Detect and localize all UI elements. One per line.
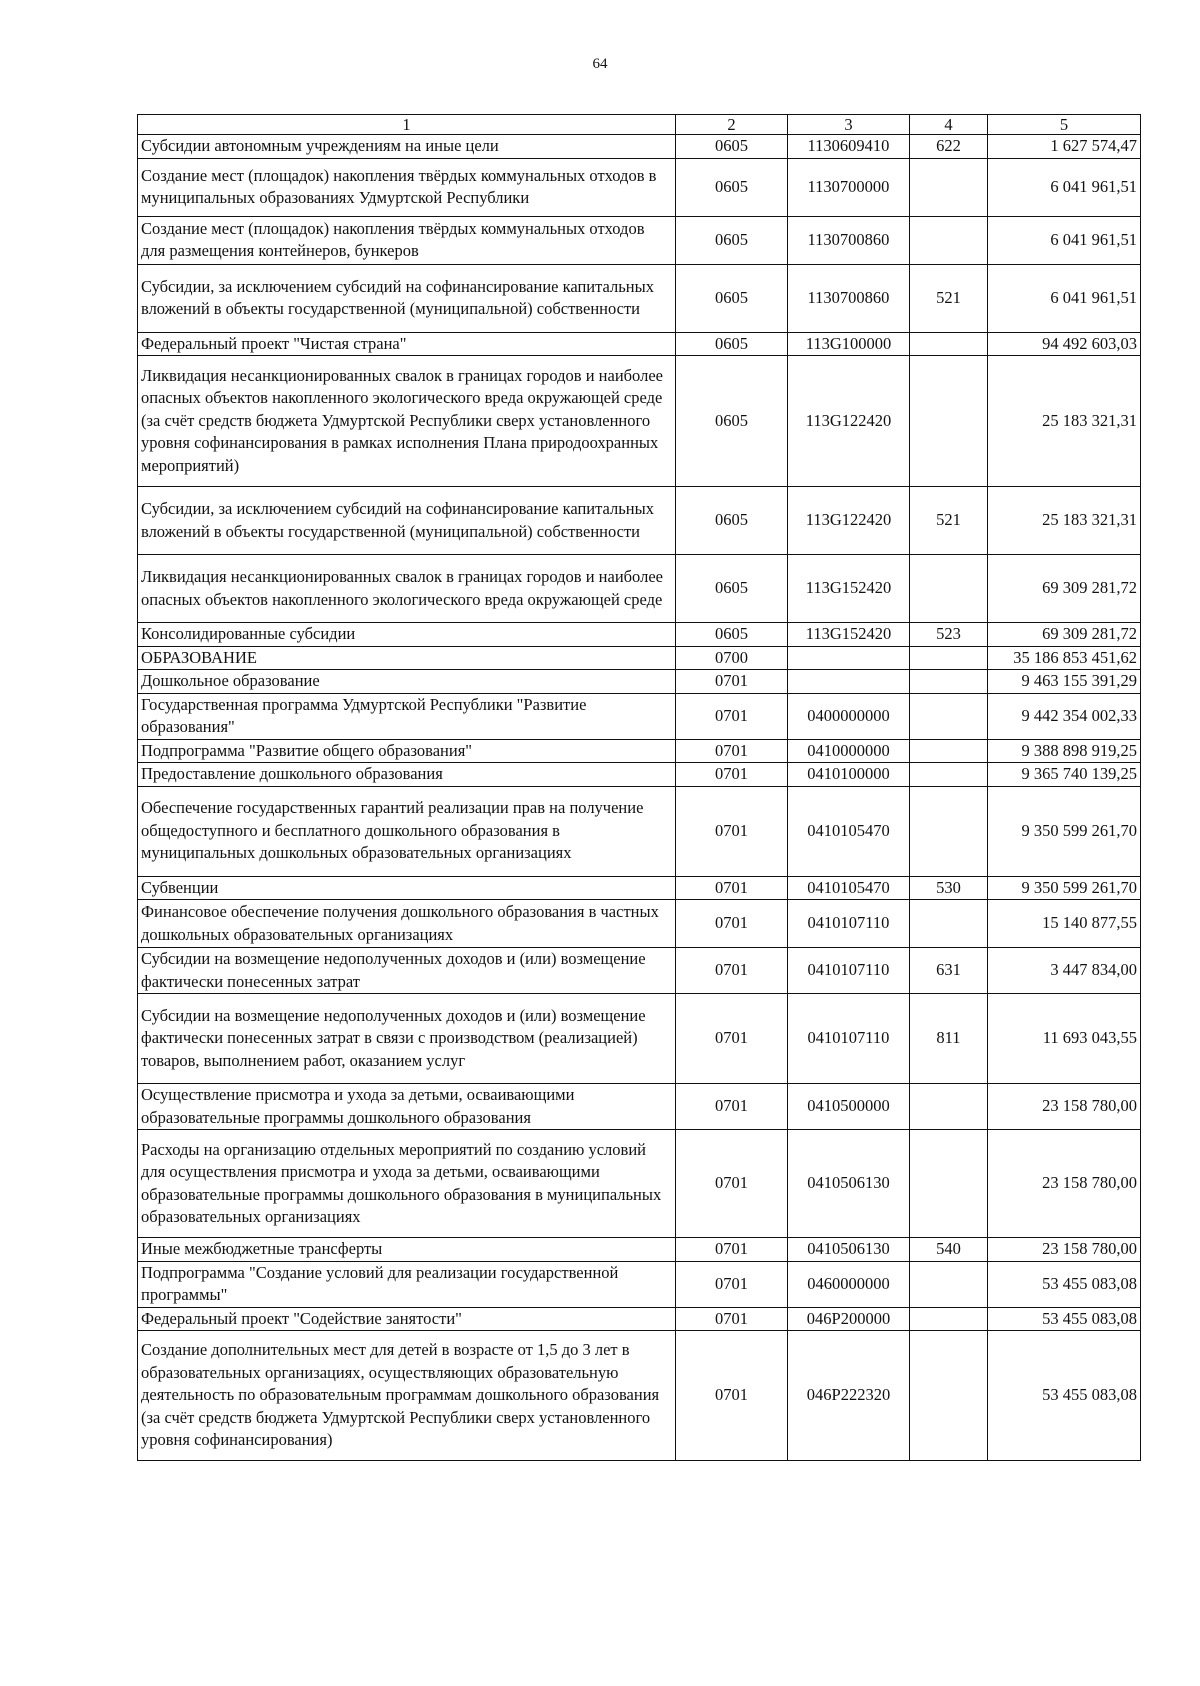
row-amount: 15 140 877,55: [988, 900, 1141, 948]
row-name: Финансовое обеспечение получения дошкольного образования в частных дошкольных образовательных организациях: [138, 900, 676, 948]
row-section: 0701: [676, 1331, 788, 1461]
table-row: [138, 1261, 1141, 1307]
row-amount: 23 158 780,00: [988, 1130, 1141, 1238]
table-row: [138, 1331, 1141, 1461]
header-cell: 5: [988, 115, 1141, 135]
row-expense-type: 521: [910, 264, 988, 332]
row-section: 0701: [676, 948, 788, 994]
row-name: Создание мест (площадок) накопления твёрдых коммунальных отходов в муниципальных образованиях Удмуртской Республики: [138, 158, 676, 216]
table-row: [138, 487, 1141, 555]
header-cell: 1: [138, 115, 676, 135]
row-section: 0701: [676, 876, 788, 900]
row-amount: 6 041 961,51: [988, 158, 1141, 216]
row-section: 0701: [676, 739, 788, 763]
row-amount: 3 447 834,00: [988, 948, 1141, 994]
row-name: Субсидии, за исключением субсидий на софинансирование капитальных вложений в объекты государственной (муниципальной) собственности: [138, 487, 676, 555]
table-row: [138, 158, 1141, 216]
row-expense-type: 521: [910, 487, 988, 555]
row-target-code: 046P222320: [788, 1331, 910, 1461]
table-row: [138, 786, 1141, 876]
row-expense-type: [910, 1084, 988, 1130]
row-expense-type: [910, 1261, 988, 1307]
row-amount: 53 455 083,08: [988, 1261, 1141, 1307]
table-header-row: [138, 115, 1141, 135]
row-name: Осуществление присмотра и ухода за детьми, осваивающими образовательные программы дошкольного образования: [138, 1084, 676, 1130]
row-section: 0605: [676, 158, 788, 216]
row-target-code: [788, 670, 910, 694]
table-row: [138, 948, 1141, 994]
row-expense-type: [910, 555, 988, 623]
row-name: Субсидии, за исключением субсидий на софинансирование капитальных вложений в объекты государственной (муниципальной) собственности: [138, 264, 676, 332]
row-section: 0701: [676, 1084, 788, 1130]
row-name: Ликвидация несанкционированных свалок в границах городов и наиболее опасных объектов накопленного экологического вреда окружающей среде (за счёт средств бюджета Удмуртской Республики сверх установленного уровня софинансирования в рамках исполнения Плана природоохранных мероприятий): [138, 356, 676, 487]
row-name: Государственная программа Удмуртской Республики "Развитие образования": [138, 693, 676, 739]
row-name: Обеспечение государственных гарантий реализации прав на получение общедоступного и бесплатного дошкольного образования в муниципальных дошкольных образовательных организациях: [138, 786, 676, 876]
row-expense-type: [910, 786, 988, 876]
row-section: 0605: [676, 487, 788, 555]
table-row: [138, 356, 1141, 487]
row-section: 0605: [676, 264, 788, 332]
row-expense-type: 811: [910, 994, 988, 1084]
row-amount: 69 309 281,72: [988, 623, 1141, 647]
row-amount: 69 309 281,72: [988, 555, 1141, 623]
row-target-code: 1130700860: [788, 216, 910, 264]
row-name: Создание дополнительных мест для детей в возрасте от 1,5 до 3 лет в образовательных организациях, осуществляющих образовательную деятельность по образовательным программам дошкольного образования (за счёт средств бюджета Удмуртской Республики сверх установленного уровня софинансирования): [138, 1331, 676, 1461]
table-row: [138, 216, 1141, 264]
row-target-code: 0410500000: [788, 1084, 910, 1130]
row-amount: 23 158 780,00: [988, 1238, 1141, 1262]
row-name: ОБРАЗОВАНИЕ: [138, 646, 676, 670]
header-cell: 4: [910, 115, 988, 135]
row-name: Предоставление дошкольного образования: [138, 763, 676, 787]
row-expense-type: [910, 216, 988, 264]
row-expense-type: [910, 670, 988, 694]
row-amount: 9 388 898 919,25: [988, 739, 1141, 763]
table-row: [138, 994, 1141, 1084]
row-amount: 1 627 574,47: [988, 135, 1141, 159]
row-section: 0701: [676, 1261, 788, 1307]
budget-table: [137, 114, 1141, 1461]
row-section: 0701: [676, 994, 788, 1084]
row-section: 0605: [676, 356, 788, 487]
row-expense-type: 622: [910, 135, 988, 159]
table-row: [138, 1307, 1141, 1331]
row-section: 0605: [676, 216, 788, 264]
table-row: [138, 670, 1141, 694]
row-section: 0605: [676, 623, 788, 647]
table-row: [138, 763, 1141, 787]
row-amount: 9 350 599 261,70: [988, 876, 1141, 900]
row-section: 0605: [676, 135, 788, 159]
row-target-code: 0460000000: [788, 1261, 910, 1307]
row-amount: 9 365 740 139,25: [988, 763, 1141, 787]
row-target-code: 0410000000: [788, 739, 910, 763]
row-amount: 53 455 083,08: [988, 1307, 1141, 1331]
row-section: 0701: [676, 1307, 788, 1331]
table-row: [138, 739, 1141, 763]
row-amount: 9 350 599 261,70: [988, 786, 1141, 876]
row-target-code: 113G152420: [788, 555, 910, 623]
row-expense-type: [910, 646, 988, 670]
row-target-code: 1130700860: [788, 264, 910, 332]
row-target-code: 113G152420: [788, 623, 910, 647]
row-expense-type: [910, 158, 988, 216]
row-amount: 25 183 321,31: [988, 487, 1141, 555]
row-target-code: 113G122420: [788, 487, 910, 555]
row-amount: 53 455 083,08: [988, 1331, 1141, 1461]
row-section: 0701: [676, 763, 788, 787]
row-name: Расходы на организацию отдельных мероприятий по созданию условий для осуществления присмотра и ухода за детьми, осваивающими образовательные программы дошкольного образования в муниципальных образовательных организациях: [138, 1130, 676, 1238]
row-amount: 94 492 603,03: [988, 332, 1141, 356]
row-target-code: 113G122420: [788, 356, 910, 487]
row-amount: 6 041 961,51: [988, 216, 1141, 264]
row-target-code: 1130700000: [788, 158, 910, 216]
row-expense-type: [910, 1130, 988, 1238]
header-cell: 2: [676, 115, 788, 135]
row-target-code: 0410506130: [788, 1238, 910, 1262]
table-row: [138, 646, 1141, 670]
row-section: 0701: [676, 1238, 788, 1262]
row-amount: 23 158 780,00: [988, 1084, 1141, 1130]
row-target-code: 0400000000: [788, 693, 910, 739]
row-target-code: 0410107110: [788, 948, 910, 994]
row-target-code: 0410100000: [788, 763, 910, 787]
row-target-code: 113G100000: [788, 332, 910, 356]
row-expense-type: 530: [910, 876, 988, 900]
table-row: [138, 623, 1141, 647]
row-expense-type: [910, 900, 988, 948]
row-section: 0701: [676, 786, 788, 876]
row-expense-type: [910, 332, 988, 356]
row-section: 0605: [676, 332, 788, 356]
row-name: Федеральный проект "Содействие занятости": [138, 1307, 676, 1331]
row-name: Подпрограмма "Создание условий для реализации государственной программы": [138, 1261, 676, 1307]
row-expense-type: [910, 1307, 988, 1331]
row-amount: 25 183 321,31: [988, 356, 1141, 487]
row-amount: 35 186 853 451,62: [988, 646, 1141, 670]
row-target-code: 0410107110: [788, 900, 910, 948]
table-row: [138, 1084, 1141, 1130]
table-row: [138, 876, 1141, 900]
row-expense-type: [910, 693, 988, 739]
row-expense-type: 631: [910, 948, 988, 994]
row-name: Федеральный проект "Чистая страна": [138, 332, 676, 356]
row-expense-type: 540: [910, 1238, 988, 1262]
row-name: Дошкольное образование: [138, 670, 676, 694]
header-cell: 3: [788, 115, 910, 135]
table-row: [138, 900, 1141, 948]
row-name: Консолидированные субсидии: [138, 623, 676, 647]
row-amount: 9 442 354 002,33: [988, 693, 1141, 739]
row-expense-type: 523: [910, 623, 988, 647]
row-target-code: 0410105470: [788, 786, 910, 876]
row-expense-type: [910, 739, 988, 763]
table-row: [138, 1130, 1141, 1238]
row-section: 0700: [676, 646, 788, 670]
table-row: [138, 332, 1141, 356]
row-name: Подпрограмма "Развитие общего образования": [138, 739, 676, 763]
page-number: 64: [592, 56, 608, 72]
row-expense-type: [910, 356, 988, 487]
row-name: Субсидии автономным учреждениям на иные цели: [138, 135, 676, 159]
row-section: 0605: [676, 555, 788, 623]
table-row: [138, 264, 1141, 332]
row-target-code: 0410107110: [788, 994, 910, 1084]
row-amount: 6 041 961,51: [988, 264, 1141, 332]
row-amount: 9 463 155 391,29: [988, 670, 1141, 694]
row-name: Ликвидация несанкционированных свалок в границах городов и наиболее опасных объектов накопленного экологического вреда окружающей среде: [138, 555, 676, 623]
row-target-code: [788, 646, 910, 670]
row-name: Создание мест (площадок) накопления твёрдых коммунальных отходов для размещения контейнеров, бункеров: [138, 216, 676, 264]
table-row: [138, 135, 1141, 159]
row-name: Субсидии на возмещение недополученных доходов и (или) возмещение фактически понесенных затрат в связи с производством (реализацией) товаров, выполнением работ, оказанием услуг: [138, 994, 676, 1084]
row-section: 0701: [676, 900, 788, 948]
row-target-code: 0410506130: [788, 1130, 910, 1238]
table-row: [138, 1238, 1141, 1262]
row-target-code: 046P200000: [788, 1307, 910, 1331]
row-section: 0701: [676, 670, 788, 694]
row-name: Субвенции: [138, 876, 676, 900]
row-target-code: 1130609410: [788, 135, 910, 159]
row-section: 0701: [676, 1130, 788, 1238]
row-expense-type: [910, 763, 988, 787]
row-name: Иные межбюджетные трансферты: [138, 1238, 676, 1262]
row-target-code: 0410105470: [788, 876, 910, 900]
row-amount: 11 693 043,55: [988, 994, 1141, 1084]
table-row: [138, 693, 1141, 739]
row-name: Субсидии на возмещение недополученных доходов и (или) возмещение фактически понесенных затрат: [138, 948, 676, 994]
table-row: [138, 555, 1141, 623]
row-section: 0701: [676, 693, 788, 739]
row-expense-type: [910, 1331, 988, 1461]
